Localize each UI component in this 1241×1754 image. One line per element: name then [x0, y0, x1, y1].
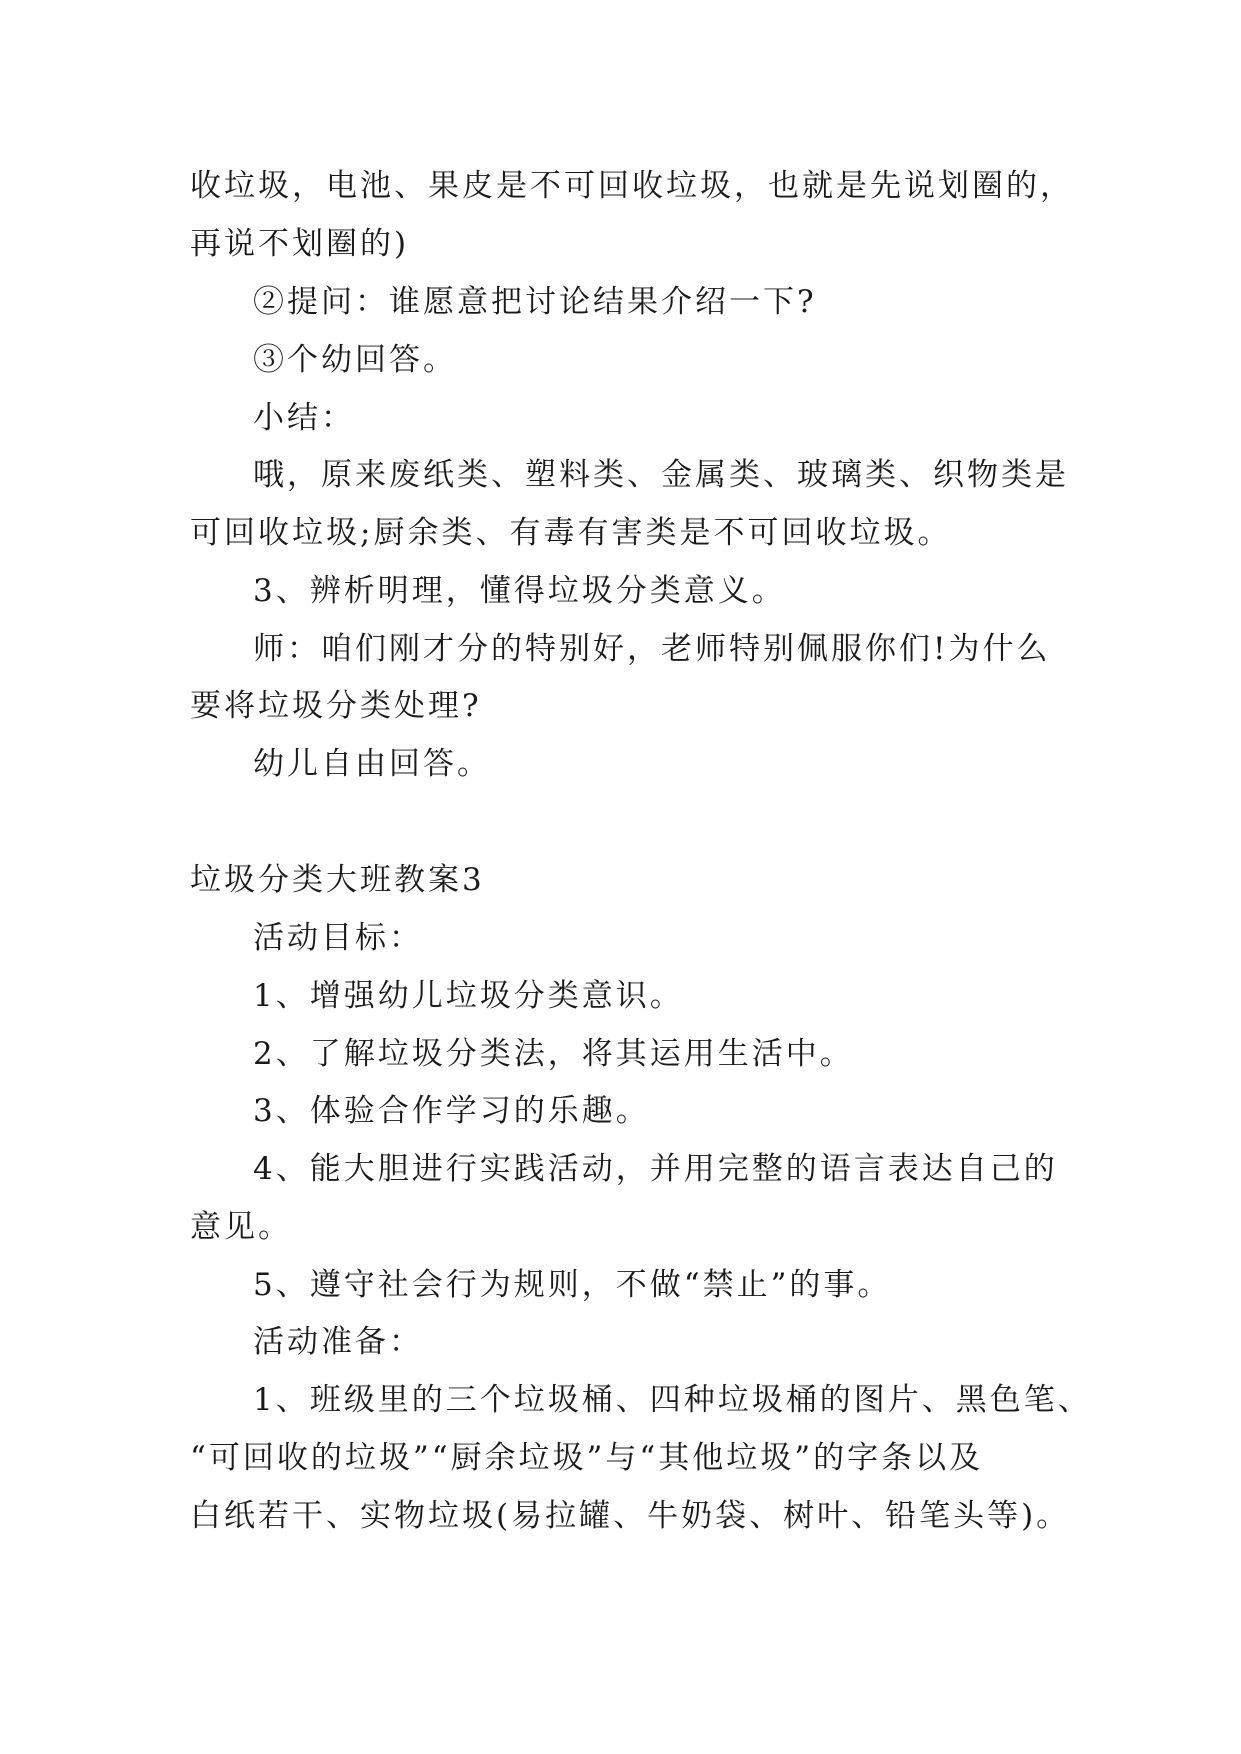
list-item: 4、能大胆进行实践活动，并用完整的语言表达自己的 [253, 1151, 1058, 1187]
section-label: 小结： [253, 400, 355, 436]
text-line: ③个幼回答。 [253, 342, 457, 378]
text-line: “可回收的垃圾”“厨余垃圾”与“其他垃圾”的字条以及 [190, 1440, 984, 1476]
list-item: 5、遵守社会行为规则，不做“禁止”的事。 [253, 1267, 892, 1303]
text-line: 意见。 [190, 1209, 292, 1245]
text-line: 要将垃圾分类处理? [190, 688, 482, 724]
list-item: 1、增强幼儿垃圾分类意识。 [253, 978, 684, 1014]
text-line: 收垃圾，电池、果皮是不可回收垃圾，也就是先说划圈的， [190, 168, 1074, 204]
section-title: 垃圾分类大班教案3 [190, 862, 485, 898]
text-line: ②提问：谁愿意把讨论结果介绍一下? [253, 284, 817, 320]
text-line: 幼儿自由回答。 [253, 746, 491, 782]
text-line: 再说不划圈的) [190, 226, 410, 262]
list-item: 3、体验合作学习的乐趣。 [253, 1093, 650, 1129]
section-label: 活动准备： [253, 1324, 423, 1360]
text-line: 师：咱们刚才分的特别好，老师特别佩服你们!为什么 [253, 631, 1051, 667]
list-item: 1、班级里的三个垃圾桶、四种垃圾桶的图片、黑色笔、 [253, 1382, 1092, 1418]
text-line: 3、辨析明理，懂得垃圾分类意义。 [253, 573, 786, 609]
section-label: 活动目标： [253, 920, 423, 956]
list-item: 2、了解垃圾分类法，将其运用生活中。 [253, 1036, 854, 1072]
text-line: 白纸若干、实物垃圾(易拉罐、牛奶袋、树叶、铅笔头等)。 [190, 1498, 1071, 1534]
text-line: 可回收垃圾;厨余类、有毒有害类是不可回收垃圾。 [190, 515, 952, 551]
text-line: 哦，原来废纸类、塑料类、金属类、玻璃类、织物类是 [253, 457, 1069, 493]
